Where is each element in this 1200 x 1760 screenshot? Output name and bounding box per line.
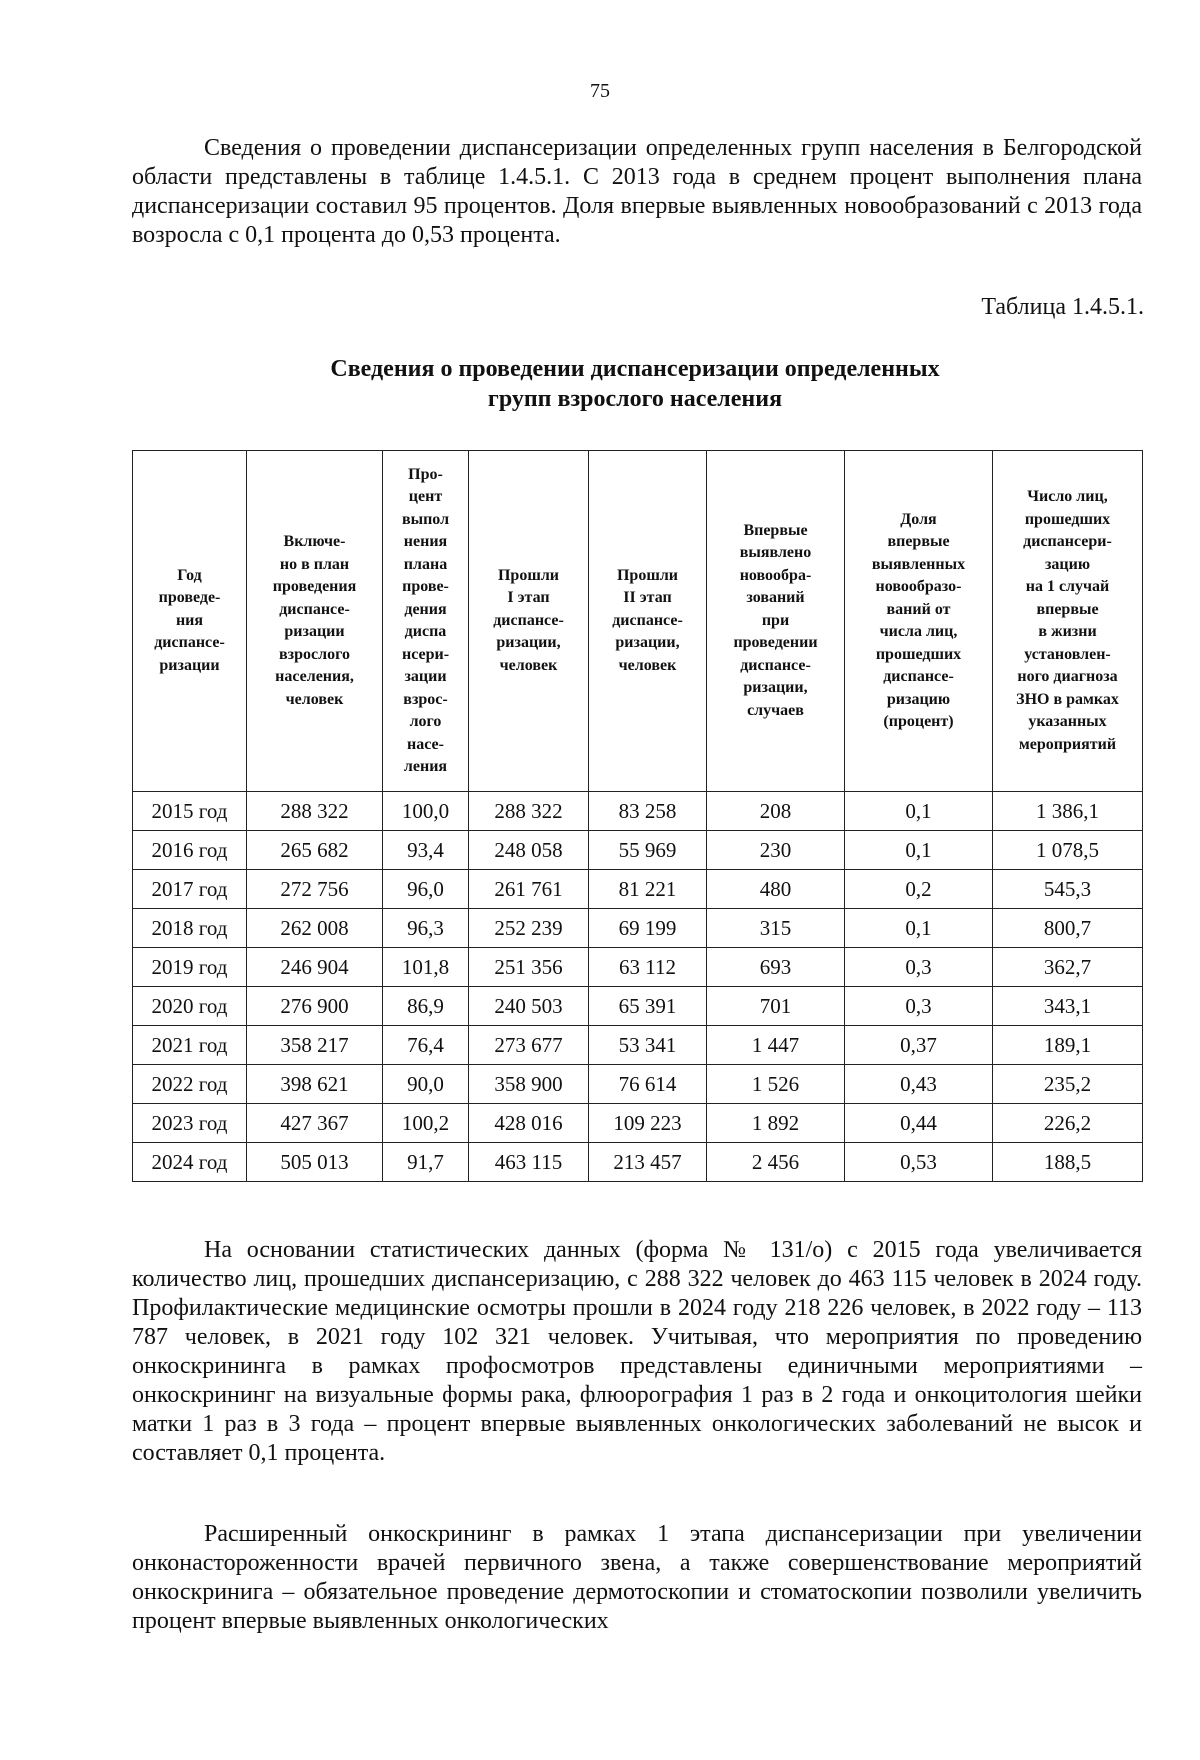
table-cell: 0,37 [845, 1026, 993, 1065]
table-cell: 480 [707, 870, 845, 909]
table-title: Сведения о проведении диспансеризации определенных групп взрослого населения [330, 356, 940, 412]
table-row [133, 909, 1143, 948]
table-cell: 273 677 [469, 1026, 589, 1065]
column-header-year: Год проведе- ния диспансе- ризации [133, 451, 247, 792]
table-cell: 101,8 [383, 948, 469, 987]
table-cell: 288 322 [469, 792, 589, 831]
table-cell: 362,7 [993, 948, 1143, 987]
table-row [133, 987, 1143, 1026]
table-cell: 2024 год [133, 1143, 247, 1182]
table-cell: 2 456 [707, 1143, 845, 1182]
table-cell: 65 391 [589, 987, 707, 1026]
table-cell: 86,9 [383, 987, 469, 1026]
table-cell: 1 892 [707, 1104, 845, 1143]
table-cell: 235,2 [993, 1065, 1143, 1104]
table-cell: 246 904 [247, 948, 383, 987]
table-cell: 90,0 [383, 1065, 469, 1104]
table-label: Таблица 1.4.5.1. [981, 294, 1144, 320]
table-cell: 248 058 [469, 831, 589, 870]
table-cell: 96,0 [383, 870, 469, 909]
table-cell: 2019 год [133, 948, 247, 987]
table-cell: 398 621 [247, 1065, 383, 1104]
page-number: 75 [590, 80, 610, 102]
table-cell: 2021 год [133, 1026, 247, 1065]
paragraph-3: Расширенный онкоскрининг в рамках 1 этапа диспансеризации при увеличении онконастороженности врачей первичного звена, а также совершенствование мероприятий онкоскринига – обязательное проведение дермотоскопии и стоматоскопии позволили увеличить процент впервые выявленных онкологических [132, 1521, 1142, 1634]
table-cell: 252 239 [469, 909, 589, 948]
table-cell: 2016 год [133, 831, 247, 870]
table-row [133, 1104, 1143, 1143]
table-cell: 208 [707, 792, 845, 831]
table-cell: 0,1 [845, 792, 993, 831]
table-cell: 55 969 [589, 831, 707, 870]
table-cell: 189,1 [993, 1026, 1143, 1065]
table-cell: 0,1 [845, 909, 993, 948]
table-cell: 545,3 [993, 870, 1143, 909]
table-row [133, 831, 1143, 870]
table-cell: 109 223 [589, 1104, 707, 1143]
table-cell: 265 682 [247, 831, 383, 870]
table-cell: 0,53 [845, 1143, 993, 1182]
column-header-stage-2: Прошли II этап диспансе- ризации, человек [589, 451, 707, 792]
table-row [133, 948, 1143, 987]
table-cell: 0,43 [845, 1065, 993, 1104]
table-cell: 213 457 [589, 1143, 707, 1182]
table-cell: 428 016 [469, 1104, 589, 1143]
table-cell: 2022 год [133, 1065, 247, 1104]
table-cell: 800,7 [993, 909, 1143, 948]
table-cell: 2017 год [133, 870, 247, 909]
table-cell: 0,3 [845, 948, 993, 987]
table-cell: 427 367 [247, 1104, 383, 1143]
table-cell: 505 013 [247, 1143, 383, 1182]
table-cell: 2018 год [133, 909, 247, 948]
table-row [133, 870, 1143, 909]
table-cell: 0,44 [845, 1104, 993, 1143]
table-cell: 1 447 [707, 1026, 845, 1065]
table-cell: 288 322 [247, 792, 383, 831]
table-cell: 358 217 [247, 1026, 383, 1065]
column-header-plan-percent: Про- цент выпол нения плана прове- дения диспа нсери- зации взрос- лого насе- ления [383, 451, 469, 792]
column-header-neoplasms: Впервые выявлено новообра- зований при проведении диспансе- ризации, случаев [707, 451, 845, 792]
column-header-planned: Включе- но в план проведения диспансе- ризации взрослого населения, человек [247, 451, 383, 792]
table-cell: 315 [707, 909, 845, 948]
table-cell: 91,7 [383, 1143, 469, 1182]
intro-paragraph: Сведения о проведении диспансеризации определенных групп населения в Белгородской области представлены в таблице 1.4.5.1. С 2013 года в среднем процент выполнения плана диспансеризации составил 95 процентов. Доля впервые выявленных новообразований с 2013 года возросла с 0,1 процента до 0,53 процента. [132, 135, 1142, 248]
table-row [133, 792, 1143, 831]
table-cell: 1 526 [707, 1065, 845, 1104]
table-cell: 230 [707, 831, 845, 870]
table-cell: 701 [707, 987, 845, 1026]
table-row [133, 1065, 1143, 1104]
table-cell: 2023 год [133, 1104, 247, 1143]
table-cell: 63 112 [589, 948, 707, 987]
table-cell: 262 008 [247, 909, 383, 948]
table-cell: 188,5 [993, 1143, 1143, 1182]
table-cell: 100,0 [383, 792, 469, 831]
table-row [133, 1026, 1143, 1065]
table-cell: 343,1 [993, 987, 1143, 1026]
table-cell: 0,3 [845, 987, 993, 1026]
table-header-row [133, 451, 1143, 792]
table-cell: 0,1 [845, 831, 993, 870]
table-cell: 693 [707, 948, 845, 987]
table-cell: 276 900 [247, 987, 383, 1026]
table-cell: 76 614 [589, 1065, 707, 1104]
table-cell: 272 756 [247, 870, 383, 909]
table-cell: 226,2 [993, 1104, 1143, 1143]
table-cell: 53 341 [589, 1026, 707, 1065]
table-cell: 100,2 [383, 1104, 469, 1143]
column-header-share: Доля впервые выявленных новообразо- ваний от числа лиц, прошедших диспансе- ризацию (процент) [845, 451, 993, 792]
table-cell: 261 761 [469, 870, 589, 909]
table-cell: 2020 год [133, 987, 247, 1026]
table-cell: 1 386,1 [993, 792, 1143, 831]
table-cell: 76,4 [383, 1026, 469, 1065]
column-header-stage-1: Прошли I этап диспансе- ризации, человек [469, 451, 589, 792]
data-table [132, 450, 1143, 1182]
table-cell: 0,2 [845, 870, 993, 909]
table-cell: 358 900 [469, 1065, 589, 1104]
table-cell: 463 115 [469, 1143, 589, 1182]
table-cell: 2015 год [133, 792, 247, 831]
table-row [133, 1143, 1143, 1182]
table-cell: 69 199 [589, 909, 707, 948]
table-cell: 81 221 [589, 870, 707, 909]
table-cell: 251 356 [469, 948, 589, 987]
table-cell: 83 258 [589, 792, 707, 831]
table-cell: 96,3 [383, 909, 469, 948]
table-cell: 240 503 [469, 987, 589, 1026]
column-header-persons-per-case: Число лиц, прошедших диспансери- зацию на 1 случай впервые в жизни установлен- ного диагноза ЗНО в рамках указанных мероприятий [993, 451, 1143, 792]
table-cell: 93,4 [383, 831, 469, 870]
table-cell: 1 078,5 [993, 831, 1143, 870]
paragraph-2: На основании статистических данных (форма № 131/о) с 2015 года увеличивается количество лиц, прошедших диспансеризацию, с 288 322 человек до 463 115 человек в 2024 году. Профилактические медицинские осмотры прошли в 2024 году 218 226 человек, в 2022 году – 113 787 человек, в 2021 году 102 321 человек. Учитывая, что мероприятия по проведению онкоскрининга в рамках профосмотров представлены единичными мероприятиями – онкоскрининг на визуальные формы рака, флюорография 1 раз в 2 года и онкоцитология шейки матки 1 раз в 3 года – процент впервые выявленных онкологических заболеваний не высок и составляет 0,1 процента. [132, 1237, 1142, 1466]
